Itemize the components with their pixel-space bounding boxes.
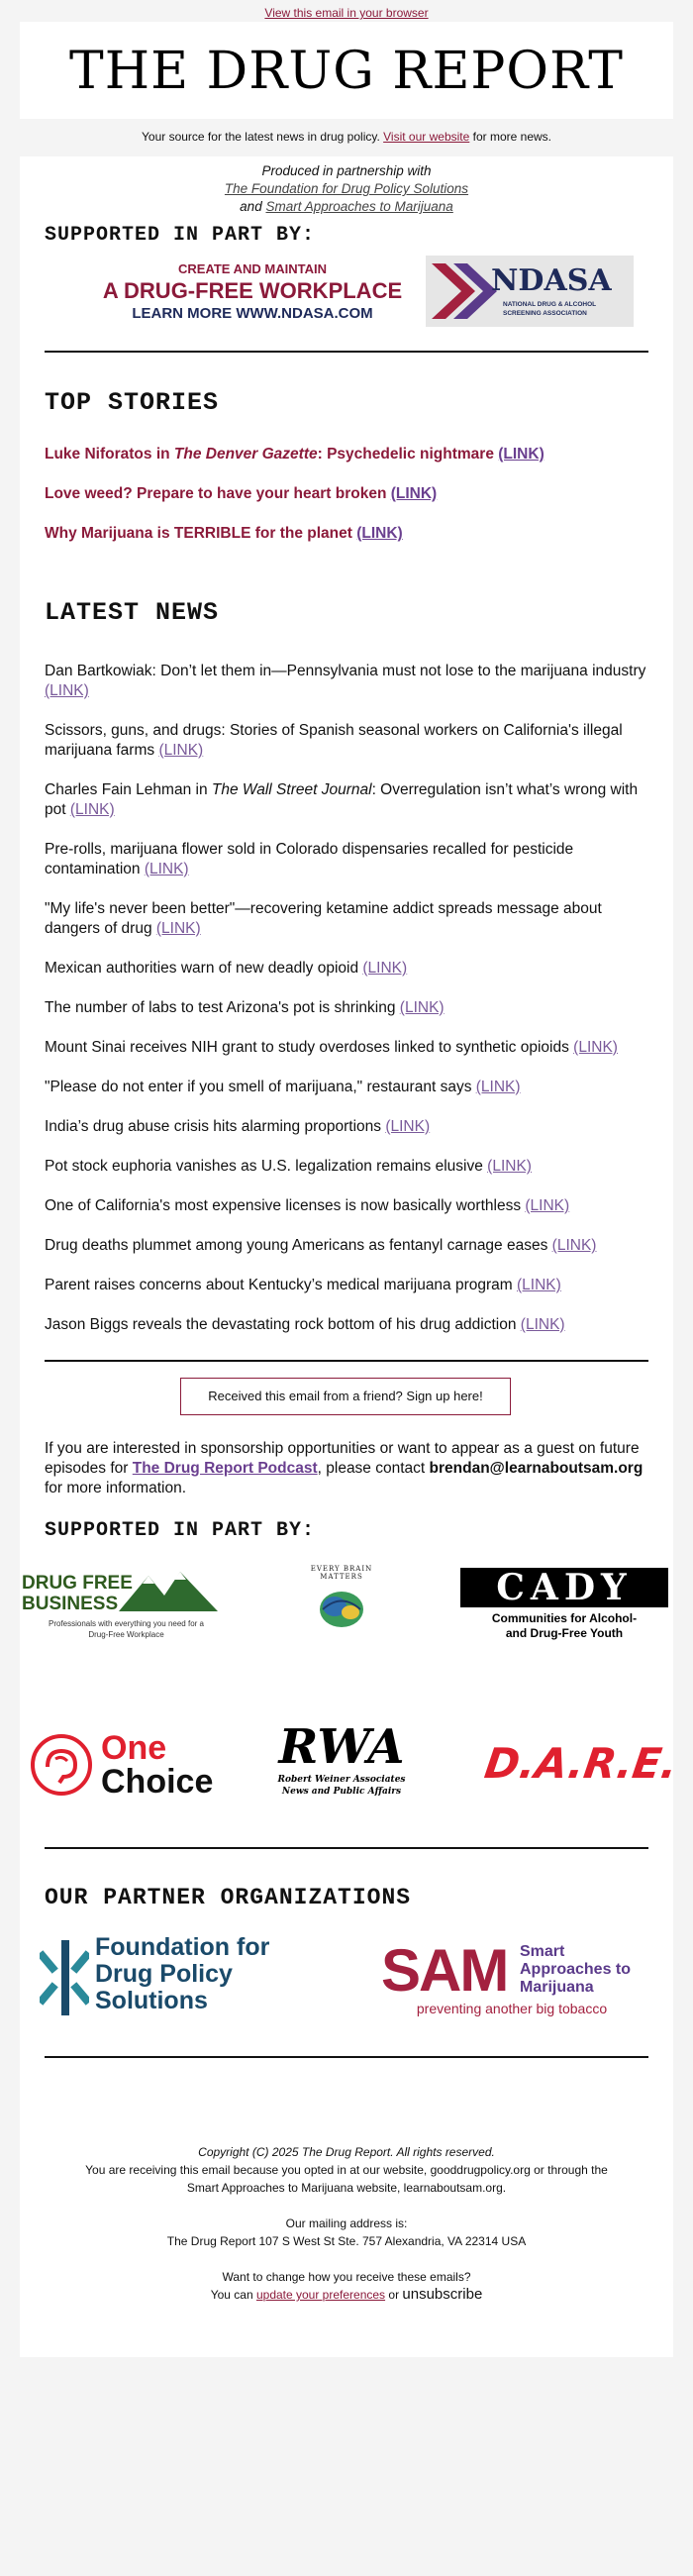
news-publication: The Wall Street Journal	[211, 781, 372, 798]
view-in-browser-link[interactable]: View this email in your browser	[264, 6, 429, 20]
sam-abbr: SAM	[381, 1937, 508, 2004]
divider	[45, 1847, 648, 1849]
news-text: Dan Bartkowiak: Don’t let them in—Pennsylvania must not lose to the marijuana industry	[45, 663, 646, 679]
fdps-line1: Foundation for	[95, 1933, 270, 1961]
footer-mailing-label: Our mailing address is:	[285, 2216, 408, 2230]
sam-line2: Approaches to	[520, 1961, 632, 1978]
news-link[interactable]: (LINK)	[517, 1277, 561, 1293]
fdps-logo[interactable]	[40, 1934, 297, 2023]
news-text: Jason Biggs reveals the devastating rock bottom of his drug addiction	[45, 1316, 521, 1333]
footer-address: The Drug Report 107 S West St Ste. 757 Alexandria, VA 22314 USA	[166, 2234, 527, 2248]
signup-button[interactable]: Received this email from a friend? Sign up here!	[180, 1378, 511, 1415]
cady-sub2: and Drug-Free Youth	[505, 1626, 624, 1640]
one-choice-line1: One	[101, 1729, 167, 1767]
news-item	[45, 1196, 658, 1216]
top-story-link[interactable]: (LINK)	[356, 525, 403, 542]
rwa-name: RWA	[278, 1719, 405, 1775]
top-story-publication: The Denver Gazette	[173, 446, 318, 463]
news-link[interactable]: (LINK)	[362, 960, 408, 977]
rwa-logo[interactable]	[272, 1721, 411, 1805]
news-item	[45, 840, 658, 879]
sam-link[interactable]: Smart Approaches to Marijuana	[265, 199, 453, 214]
dfb-sub1: Professionals with everything you need for a	[49, 1619, 204, 1628]
news-headline: : Overregulation isn’t what’s wrong with pot	[45, 781, 639, 818]
supported-title-top: SUPPORTED IN PART BY:	[45, 224, 316, 247]
news-item	[45, 721, 658, 761]
ndasa-logo-box	[426, 256, 634, 327]
news-link[interactable]: (LINK)	[487, 1158, 532, 1175]
news-text: India’s drug abuse crisis hits alarming proportions	[45, 1118, 386, 1135]
dfb-line2: BUSINESS	[22, 1594, 119, 1614]
partners-title: OUR PARTNER ORGANIZATIONS	[45, 1885, 412, 1910]
cady-logo[interactable]	[460, 1568, 668, 1642]
sam-tagline: preventing another big tobacco	[416, 2001, 608, 2016]
top-story-text: Love weed? Prepare to have your heart broken	[45, 485, 391, 502]
footer-text: or	[385, 2288, 403, 2302]
news-item	[45, 998, 658, 1018]
ndasa-chevron-icon	[428, 256, 497, 327]
divider	[45, 351, 648, 353]
rwa-sub1: Robert Weiner Associates	[277, 1775, 406, 1785]
partnership-and: and	[240, 199, 262, 214]
dare-name: D.A.R.E.	[481, 1739, 681, 1788]
every-brain-matters-logo[interactable]	[297, 1563, 386, 1652]
top-story-headline: : Psychedelic nightmare	[317, 446, 499, 463]
ndasa-ad-line2: A DRUG-FREE WORKPLACE	[102, 278, 403, 303]
footer-reason-1: You are receiving this email because you opted in at our website, gooddrugpolicy.org or through the	[85, 2163, 608, 2177]
ndasa-brand: NDASA	[491, 263, 612, 298]
contact-email: brendan@learnaboutsam.org	[429, 1460, 644, 1477]
news-item	[45, 1315, 658, 1335]
news-text: Mount Sinai receives NIH grant to study overdoses linked to synthetic opioids	[45, 1039, 574, 1056]
news-item	[45, 662, 658, 701]
top-story-3	[45, 525, 658, 543]
divider	[45, 2056, 648, 2058]
sponsorship-text: for more information.	[45, 1480, 186, 1496]
news-text: Mexican authorities warn of new deadly opioid	[45, 960, 363, 977]
footer-text: You can	[210, 2288, 256, 2302]
top-story-text: Why Marijuana is TERRIBLE for the planet	[45, 525, 357, 542]
tagline	[0, 130, 693, 144]
podcast-link[interactable]: The Drug Report Podcast	[132, 1460, 318, 1477]
fdps-line2: Drug Policy	[95, 1960, 233, 1988]
news-item	[45, 1117, 658, 1137]
one-choice-logo[interactable]	[30, 1729, 233, 1803]
news-link[interactable]: (LINK)	[69, 801, 115, 818]
sponsorship-text: , please contact	[317, 1460, 430, 1477]
news-text: Charles Fain Lehman in	[45, 781, 212, 798]
footer-change-question: Want to change how you receive these emails?	[222, 2270, 471, 2284]
news-link[interactable]: (LINK)	[158, 742, 204, 759]
dfb-line1: DRUG FREE	[22, 1573, 133, 1594]
dare-logo[interactable]	[481, 1733, 681, 1803]
ndasa-sub1: NATIONAL DRUG & ALCOHOL	[503, 301, 597, 308]
top-story-link[interactable]: (LINK)	[390, 485, 438, 502]
news-link[interactable]: (LINK)	[144, 861, 189, 877]
sam-line1: Smart	[520, 1943, 565, 1960]
tagline-suffix: for more news.	[472, 130, 551, 144]
top-stories-title: TOP STORIES	[45, 388, 220, 417]
partnership-note	[20, 162, 673, 216]
update-preferences-link[interactable]: update your preferences	[255, 2288, 386, 2302]
news-item	[45, 1038, 658, 1058]
news-link[interactable]: (LINK)	[520, 1316, 565, 1333]
ndasa-ad[interactable]	[89, 254, 612, 333]
news-item	[45, 959, 658, 979]
news-text: Parent raises concerns about Kentucky’s medical marijuana program	[45, 1277, 518, 1293]
partnership-line: Produced in partnership with	[261, 163, 432, 178]
view-in-browser-row	[0, 6, 693, 20]
news-link[interactable]: (LINK)	[551, 1237, 597, 1254]
mountain-icon	[119, 1568, 218, 1611]
sam-line3: Marijuana	[520, 1979, 594, 1996]
newsletter-title: THE DRUG REPORT	[69, 42, 624, 101]
divider	[45, 1360, 648, 1362]
news-text: "My life's never been better"—recovering ketamine addict spreads message about dangers of drug	[45, 900, 602, 937]
tagline-text: Your source for the latest news in drug policy.	[142, 130, 380, 144]
news-text: One of California's most expensive licenses is now basically worthless	[45, 1197, 526, 1214]
news-item	[45, 780, 658, 820]
sponsorship-text: If you are interested in sponsorship opportunities or want to appear as a guest on future episodes for	[45, 1440, 640, 1477]
fdps-mark-icon	[40, 1936, 89, 2019]
news-link[interactable]: (LINK)	[475, 1079, 521, 1095]
footer-copyright: Copyright (C) 2025 The Drug Report. All rights reserved.	[198, 2145, 495, 2159]
fdps-link[interactable]: The Foundation for Drug Policy Solutions	[224, 181, 469, 196]
one-choice-line2: Choice	[101, 1763, 214, 1801]
news-text: Scissors, guns, and drugs: Stories of Spanish seasonal workers on California's illegal marijuana farms	[45, 722, 623, 759]
news-link[interactable]: (LINK)	[399, 999, 445, 1016]
drug-free-business-logo[interactable]	[20, 1568, 233, 1647]
cady-name: CADY	[460, 1568, 668, 1607]
brain-circle-icon	[30, 1733, 93, 1797]
top-story-link[interactable]: (LINK)	[498, 446, 544, 463]
cady-sub1: Communities for Alcohol-	[491, 1611, 638, 1625]
ndasa-sub2: SCREENING ASSOCIATION	[503, 310, 587, 317]
news-text: The number of labs to test Arizona's pot is shrinking	[45, 999, 400, 1016]
news-text: "Please do not enter if you smell of marijuana," restaurant says	[45, 1079, 476, 1095]
ebm-text: EVERY BRAIN MATTERS	[310, 1565, 373, 1581]
masthead	[20, 22, 673, 119]
news-link[interactable]: (LINK)	[525, 1197, 570, 1214]
news-link[interactable]: (LINK)	[385, 1118, 431, 1135]
footer-preferences-row	[20, 2286, 673, 2304]
ndasa-ad-line1: CREATE AND MAINTAIN	[178, 261, 327, 276]
visit-website-link[interactable]: Visit our website	[383, 130, 470, 144]
news-item	[45, 1157, 658, 1177]
sponsorship-info	[45, 1439, 658, 1498]
unsubscribe-link[interactable]: unsubscribe	[402, 2286, 483, 2303]
news-item	[45, 1078, 658, 1097]
news-link[interactable]: (LINK)	[155, 920, 201, 937]
news-item	[45, 1276, 658, 1295]
latest-news-title: LATEST NEWS	[45, 598, 220, 627]
news-link[interactable]: (LINK)	[573, 1039, 618, 1056]
news-link[interactable]: (LINK)	[45, 682, 89, 699]
rwa-sub2: News and Public Affairs	[281, 1787, 402, 1797]
top-story-text: Luke Niforatos in	[45, 446, 174, 463]
news-item	[45, 899, 658, 939]
top-story-1	[45, 446, 658, 464]
newsletter-body	[20, 156, 681, 2357]
news-text: Pot stock euphoria vanishes as U.S. legalization remains elusive	[45, 1158, 488, 1175]
news-text: Pre-rolls, marijuana flower sold in Colorado dispensaries recalled for pesticide contamination	[45, 841, 574, 877]
top-story-2	[45, 485, 658, 503]
footer-reason-2: Smart Approaches to Marijuana website, learnaboutsam.org.	[186, 2181, 507, 2195]
news-text: Drug deaths plummet among young Americans as fentanyl carnage eases	[45, 1237, 552, 1254]
sam-logo[interactable]	[381, 1939, 644, 2023]
ndasa-ad-line3: LEARN MORE WWW.NDASA.COM	[132, 305, 373, 322]
news-item	[45, 1236, 658, 1256]
dfb-sub2: Drug-Free Workplace	[88, 1630, 164, 1639]
supported-title-bottom: SUPPORTED IN PART BY:	[45, 1519, 316, 1542]
fdps-line3: Solutions	[95, 1987, 208, 2014]
